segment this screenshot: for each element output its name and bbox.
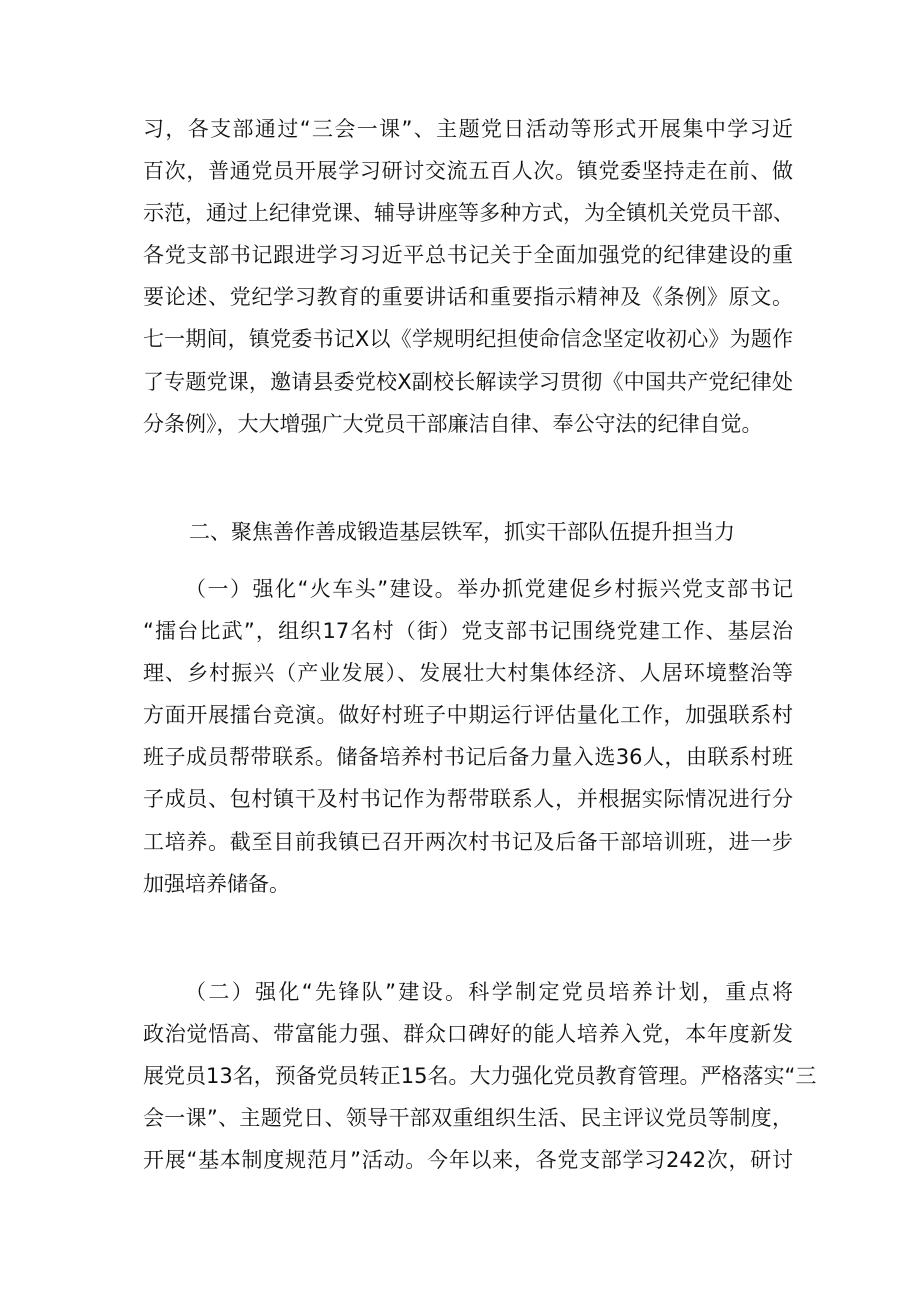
- text-line: 各党支部书记跟进学习习近平总书记关于全面加强党的纪律建设的重: [143, 243, 793, 268]
- text-line: 七一期间，镇党委书记X以《学规明纪担使命信念坚定收初心》为题作: [143, 327, 793, 352]
- text-line: 要论述、党纪学习教育的重要讲话和重要指示精神及《条例》原文。: [143, 285, 793, 310]
- text-line: 百次，普通党员开展学习研讨交流五百人次。镇党委坚持走在前、做: [143, 159, 793, 184]
- text-line: 分条例》，大大增强广大党员干部廉洁自律、奉公守法的纪律自觉。: [143, 411, 763, 436]
- section-heading: 二、聚焦善作善成锻造基层铁军，抓实干部队伍提升担当力: [189, 520, 735, 544]
- paragraph-3: [143, 971, 817, 1181]
- text-line: “擂台比武”，组织17名村（街）党支部书记围绕党建工作、基层治: [143, 619, 793, 644]
- text-line: 方面开展擂台竞演。做好村班子中期运行评估量化工作，加强联系村: [143, 703, 793, 728]
- text-line: 开展“基本制度规范月”活动。今年以来，各党支部学习242次，研讨: [143, 1148, 793, 1173]
- text-line: 政治觉悟高、带富能力强、群众口碑好的能人培养入党，本年度新发: [143, 1022, 793, 1047]
- paragraph-2: [143, 568, 793, 905]
- text-line: 展党员13名，预备党员转正15名。大力强化党员教育管理。严格落实“三: [143, 1064, 817, 1089]
- text-line: 子成员、包村镇干及村书记作为帮带联系人，并根据实际情况进行分: [143, 787, 793, 812]
- text-line: 了专题党课，邀请县委党校X副校长解读学习贯彻《中国共产党纪律处: [143, 369, 793, 394]
- text-line: 会一课”、主题党日、领导干部双重组织生活、民主评议党员等制度，: [143, 1106, 793, 1131]
- text-line: 示范，通过上纪律党课、辅导讲座等多种方式，为全镇机关党员干部、: [143, 201, 794, 226]
- text-line: 理、乡村振兴（产业发展）、发展壮大村集体经济、人居环境整治等: [143, 661, 793, 686]
- text-line: 习，各支部通过“三会一课”、主题党日活动等形式开展集中学习近: [143, 117, 793, 141]
- text-line: （二）强化“先锋队”建设。科学制定党员培养计划，重点将: [185, 980, 793, 1004]
- text-line: 加强培养储备。: [143, 871, 290, 896]
- text-line: （一）强化“火车头”建设。举办抓党建促乡村振兴党支部书记: [185, 577, 793, 601]
- text-line: 工培养。截至目前我镇已召开两次村书记及后备干部培训班，进一步: [143, 829, 793, 854]
- text-line: 班子成员帮带联系。储备培养村书记后备力量入选36人，由联系村班: [143, 745, 793, 770]
- paragraph-1: [143, 108, 793, 445]
